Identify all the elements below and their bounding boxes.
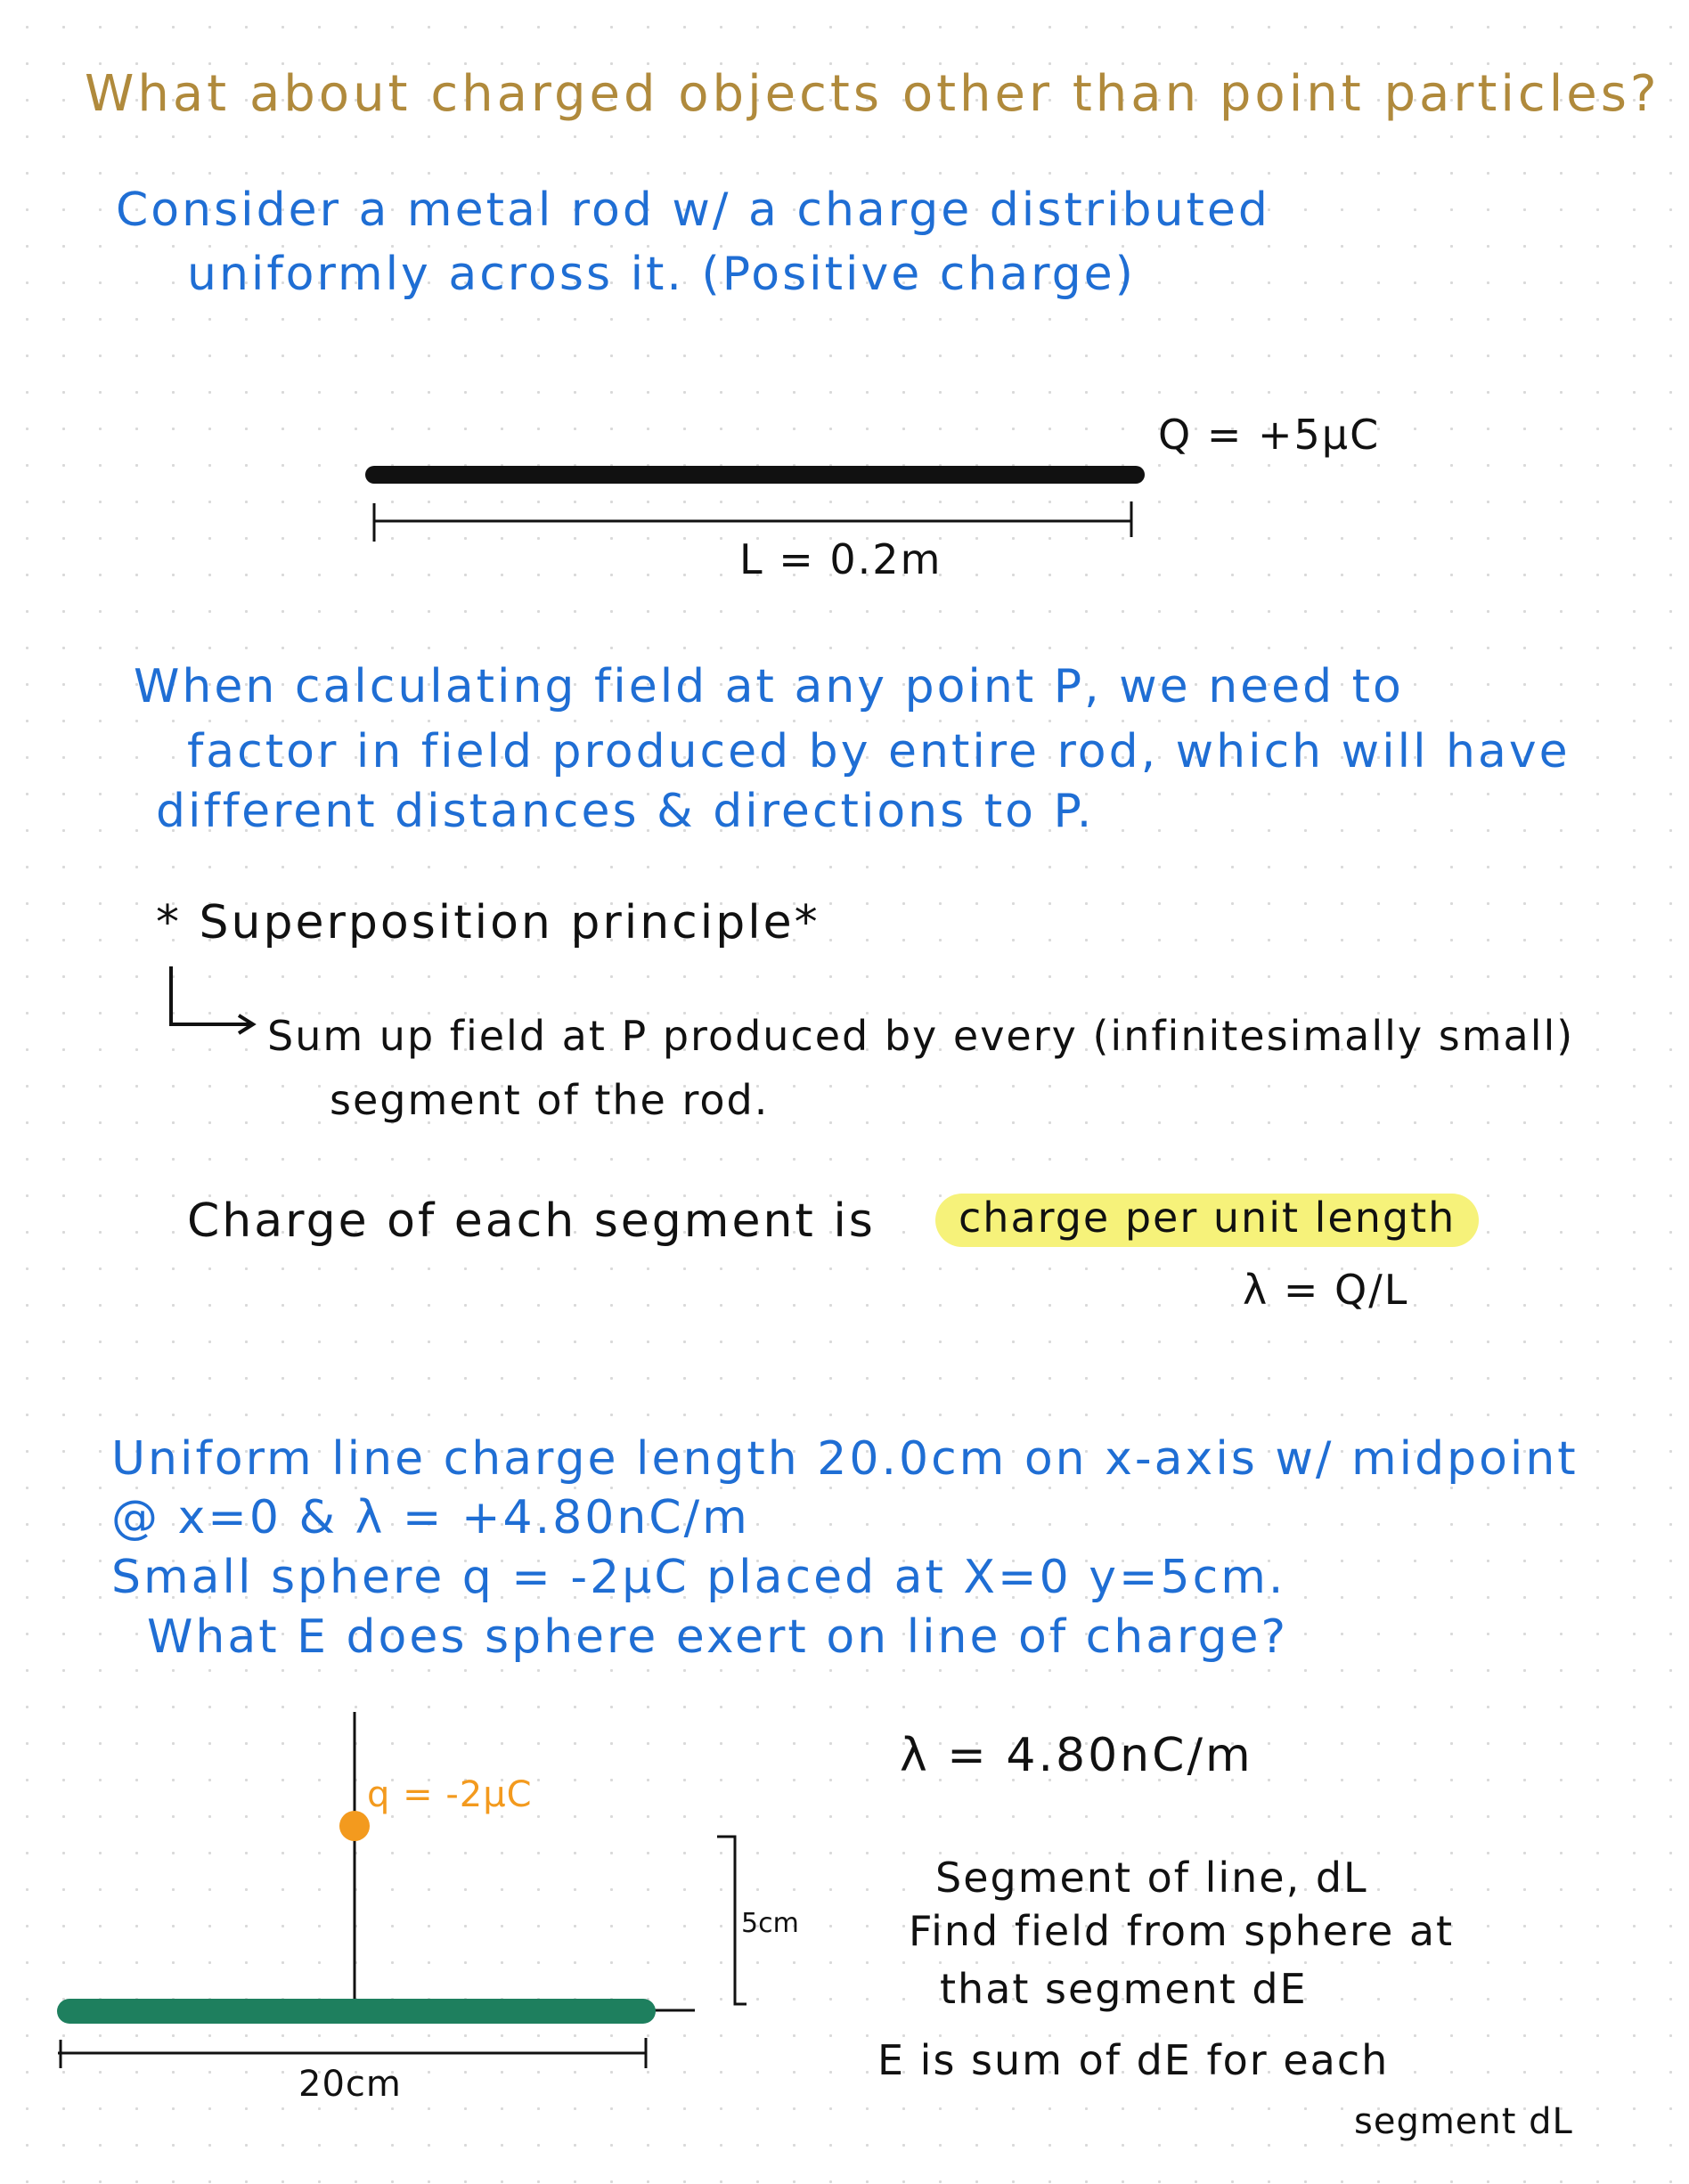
sphere-charge-label: q = -2μC — [367, 1774, 533, 1815]
height-label: 5cm — [741, 1908, 799, 1939]
rod-charge-label: Q = +5μC — [1158, 411, 1381, 459]
rod-length-label: L = 0.2m — [739, 535, 942, 583]
charge-segment-lead: Charge of each segment is — [187, 1194, 876, 1248]
explanation-line-1: When calculating field at any point P, we need to — [134, 660, 1404, 713]
note-line-1: Segment of line, dL — [935, 1854, 1368, 1902]
lambda-value: λ = 4.80nC/m — [900, 1729, 1253, 1782]
page-heading: What about charged objects other than point particles? — [85, 65, 1660, 123]
explanation-line-2: factor in field produced by entire rod, which will have — [187, 725, 1571, 778]
note-line-3: that segment dE — [940, 1965, 1308, 2013]
lambda-formula: λ = Q/L — [1243, 1266, 1409, 1314]
intro-line-1: Consider a metal rod w/ a charge distributed — [116, 183, 1270, 237]
length-label: 20cm — [298, 2064, 402, 2105]
problem-line-3: Small sphere q = -2μC placed at X=0 y=5cm. — [111, 1551, 1286, 1604]
superposition-line-2: segment of the rod. — [330, 1076, 770, 1124]
note-line-5: segment dL — [1354, 2101, 1573, 2142]
charge-per-unit-length-highlight: charge per unit length — [935, 1194, 1479, 1247]
sphere-charge — [339, 1811, 370, 1841]
problem-line-1: Uniform line charge length 20.0cm on x-axis w/ midpoint — [111, 1432, 1579, 1486]
superposition-line-1: Sum up field at P produced by every (infinitesimally small) — [267, 1012, 1575, 1060]
explanation-line-3: different distances & directions to P. — [156, 785, 1095, 838]
note-line-4: E is sum of dE for each — [877, 2036, 1390, 2084]
superposition-title: * Superposition principle* — [156, 896, 820, 949]
problem-line-4: What E does sphere exert on line of charge? — [147, 1610, 1289, 1664]
note-line-2: Find field from sphere at — [909, 1907, 1455, 1955]
intro-line-2: uniformly across it. (Positive charge) — [187, 248, 1136, 301]
problem-line-2: @ x=0 & λ = +4.80nC/m — [111, 1491, 750, 1544]
